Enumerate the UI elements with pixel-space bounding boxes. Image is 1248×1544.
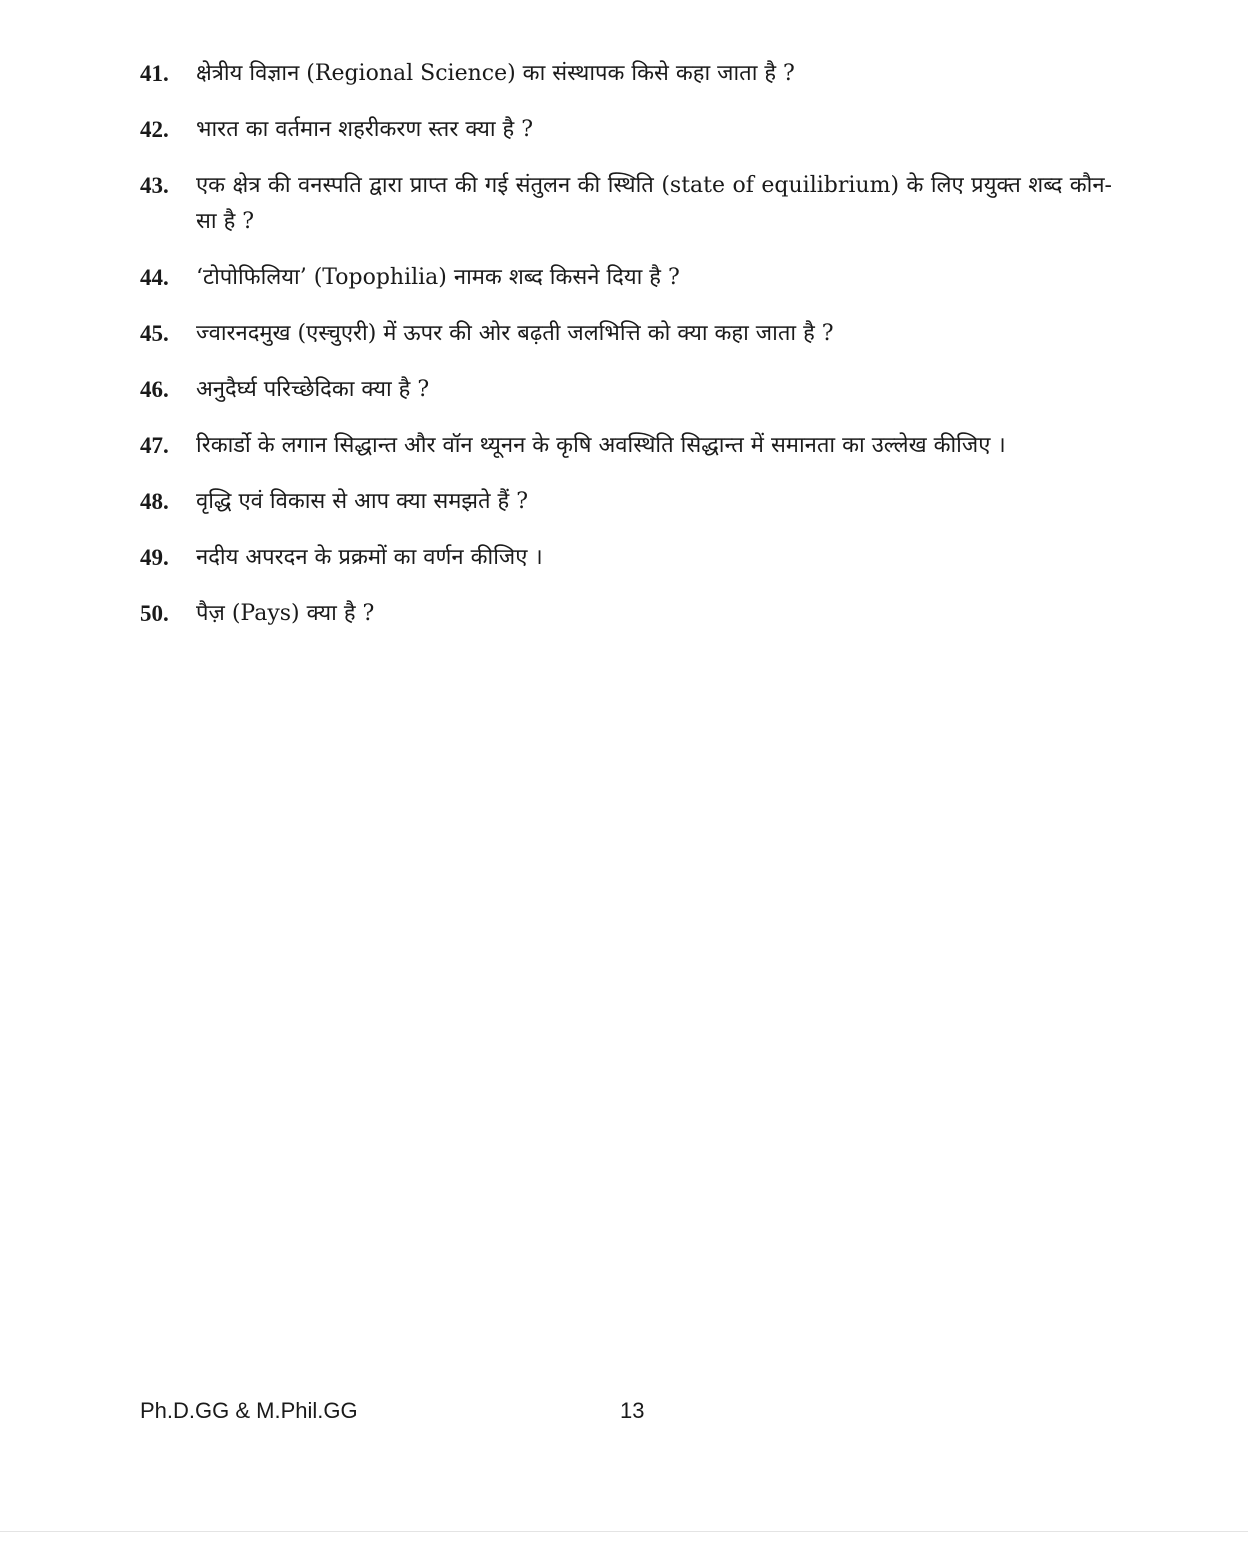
question-number: 43. [140,173,169,198]
exam-code: Ph.D.GG & M.Phil.GG [140,1398,358,1423]
question-number: 49. [140,545,169,570]
question-text: ज्वारनदमुख (एस्चुएरी) में ऊपर की ओर बढ़ती जलभित्ति को क्या कहा जाता है ? [196,321,834,346]
question-text: पैज़ (Pays) क्या है ? [196,601,375,626]
question-item [140,428,1112,464]
question-text: अनुदैर्घ्य परिच्छेदिका क्या है ? [196,377,430,402]
question-number: 42. [140,117,169,142]
question-text: नदीय अपरदन के प्रक्रमों का वर्णन कीजिए । [196,545,543,570]
question-text: वृद्धि एवं विकास से आप क्या समझते हैं ? [196,489,529,514]
question-number: 47. [140,433,169,458]
question-number: 41. [140,61,169,86]
question-number: 46. [140,377,169,402]
page-footer [140,1398,1112,1430]
question-item [140,540,1112,576]
question-number: 50. [140,601,169,626]
question-text: एक क्षेत्र की वनस्पति द्वारा प्राप्त की गई संतुलन की स्थिति (state of equilibrium) के लिए प्रयुक्त शब्द कौन-सा है ? [196,173,1112,234]
question-item [140,112,1112,148]
question-text: क्षेत्रीय विज्ञान (Regional Science) का संस्थापक किसे कहा जाता है ? [196,61,795,86]
scan-edge-line [0,1531,1248,1532]
question-item [140,316,1112,352]
page-number: 13 [620,1398,645,1423]
question-text: भारत का वर्तमान शहरीकरण स्तर क्या है ? [196,117,534,142]
question-item [140,168,1112,240]
question-number: 48. [140,489,169,514]
question-text: ‘टोपोफिलिया’ (Topophilia) नामक शब्द किसने दिया है ? [196,265,680,290]
question-item [140,596,1112,632]
question-text: रिकार्डो के लगान सिद्धान्त और वॉन थ्यूनन के कृषि अवस्थिति सिद्धान्त में समानता का उल्लेख कीजिए । [196,433,1006,458]
question-item [140,484,1112,520]
question-item [140,260,1112,296]
question-item [140,372,1112,408]
question-list [140,56,1112,652]
question-item [140,56,1112,92]
question-number: 44. [140,265,169,290]
question-number: 45. [140,321,169,346]
